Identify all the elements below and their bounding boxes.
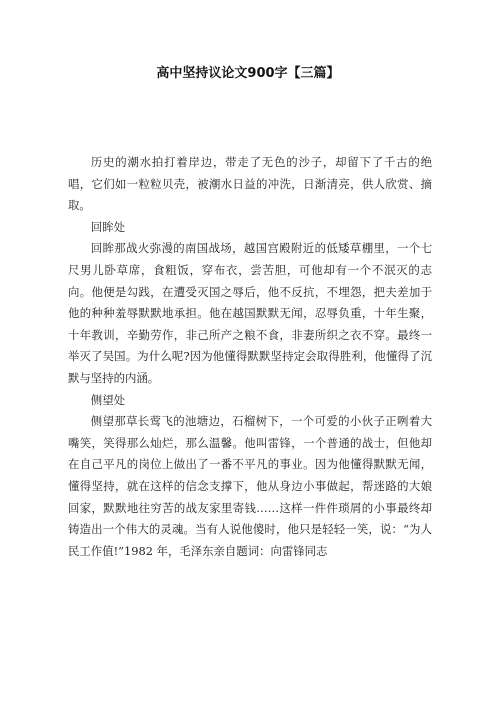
- section-heading-huimouchu: 回眸处: [90, 219, 125, 234]
- paragraph-intro: 历史的潮水拍打着岸边，带走了无色的沙子，却留下了千古的绝唱，它们如一粒粒贝壳，被潮水日益的冲洗，日渐清亮，供人欣赏、摘取。: [68, 155, 432, 213]
- document-body: [68, 152, 432, 562]
- paragraph-goujian: 回眸那战火弥漫的南国战场，越国宫殿附近的低矮草棚里，一个七尺男儿卧草席，食粗饭，穿布衣，尝苦胆，可他却有一个不泯灭的志向。他便是勾践，在遭受灭国之辱后，他不反抗，不埋怨，把夫差加于他的种种羞辱默默地承担。他在越国默默无闻，忍辱负重，十年生聚，十年教训，辛勤劳作，非己所产之粮不食，非妻所织之衣不穿。最终一举灭了吴国。为什么呢?因为他懂得默默坚持定会取得胜利，他懂得了沉默与坚持的内涵。: [68, 241, 432, 385]
- document-title: 高中坚持议论文900字【三篇】: [156, 66, 340, 81]
- paragraph-leifeng: 侧望那草长莺飞的池塘边，石榴树下，一个可爱的小伙子正咧着大嘴笑，笑得那么灿烂，那么温馨。他叫雷锋，一个普通的战士，但他却在自己平凡的岗位上做出了一番不平凡的事业。因为他懂得默默无闻，懂得坚持，就在这样的信念支撑下，他从身边小事做起，帮迷路的大娘回家，默默地往穷苦的战友家里寄钱……这样一件件琐屑的小事最终却铸造出一个伟大的灵魂。当有人说他傻时，他只是轻轻一笑，说：“为人民工作值!”1982 年，毛泽东亲自题词：向雷锋同志: [68, 414, 432, 558]
- section-heading-cewangchu: 侧望处: [90, 392, 125, 407]
